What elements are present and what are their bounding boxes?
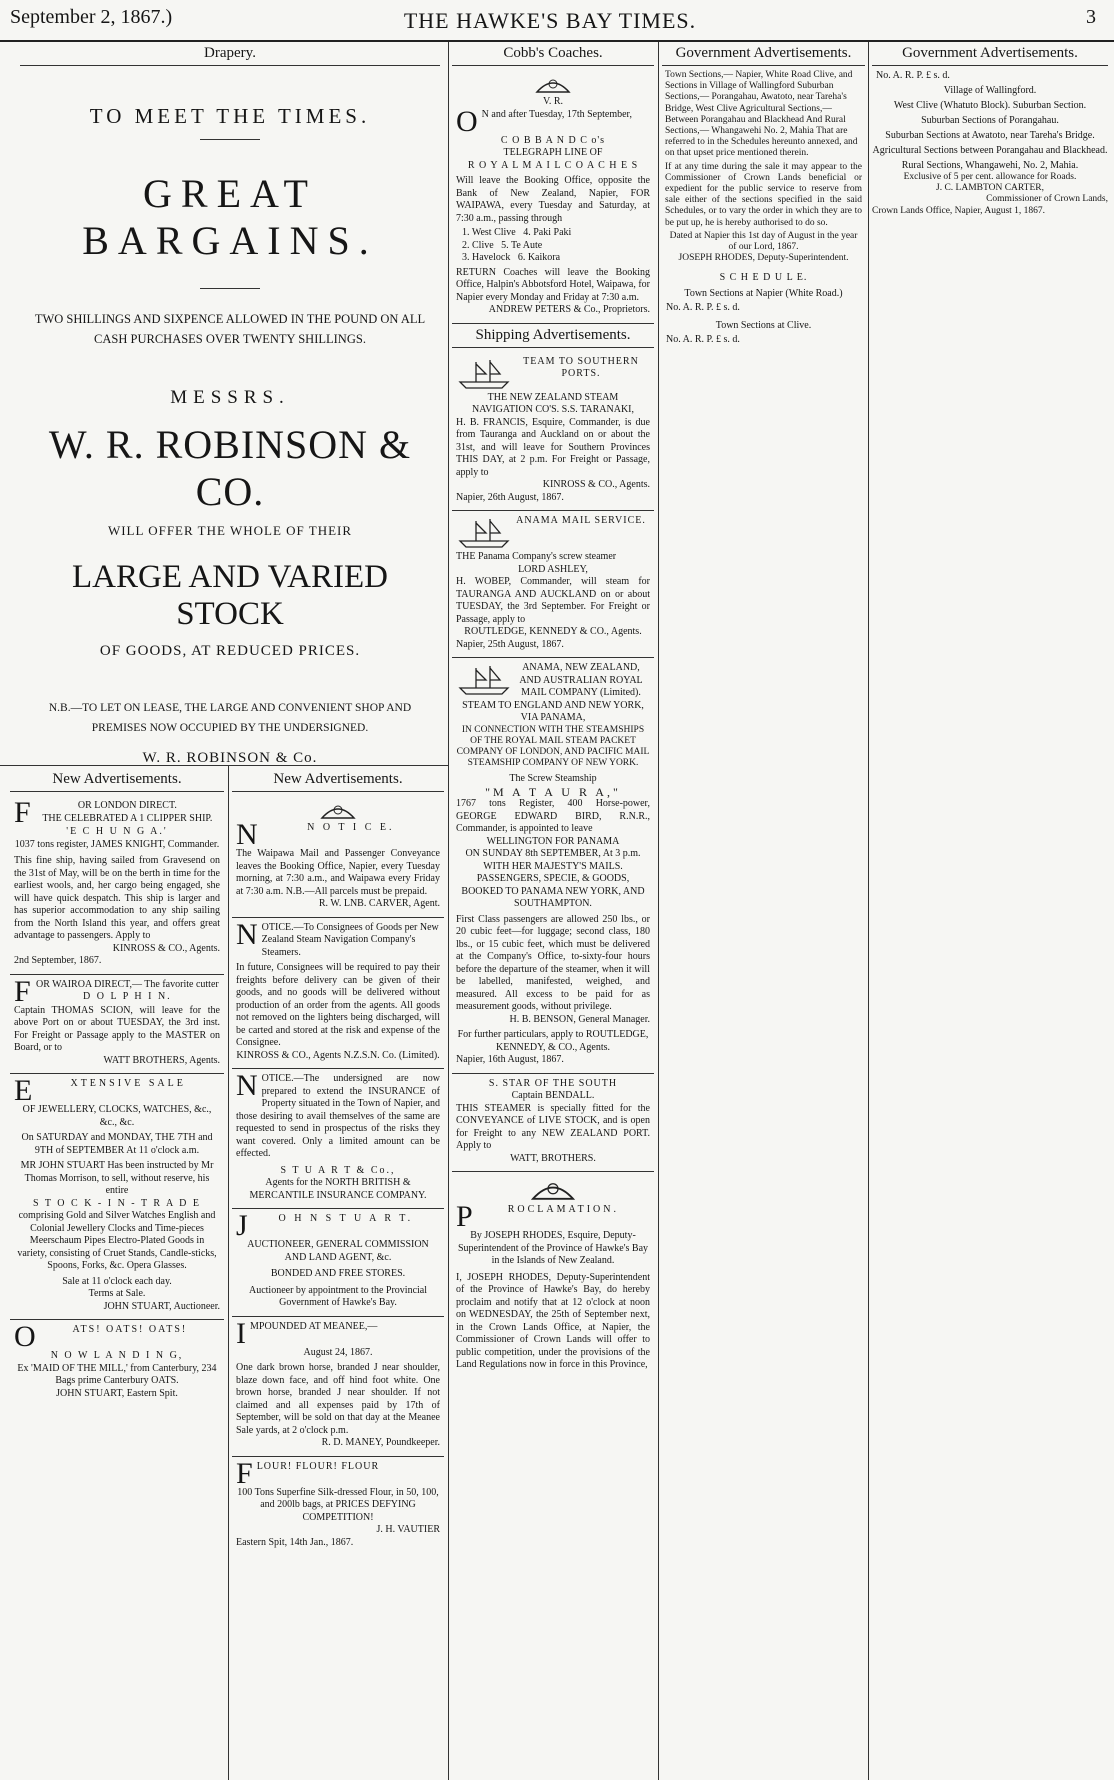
commissioner-title: Commissioner of Crown Lands, (986, 194, 1108, 205)
government-column-1 (662, 42, 865, 1778)
ad-title: ANAMA, NEW ZEALAND, AND AUSTRALIAN ROYAL MAIL COMPANY (Limited). (519, 662, 643, 698)
ad-consignees-notice (232, 918, 444, 1070)
crest-icon (528, 1176, 578, 1204)
ad-body: One dark brown horse, branded J near shoulder, blaze down face, and off hind foot white. One brown horse, branded J near shoulder. If not claimed and all expenses paid by 17th of September, will be sold on that day at the Meanee Sale yards, at 2 o'clock p.m. (236, 1362, 440, 1436)
destination: WELLINGTON FOR PANAMA (486, 835, 620, 847)
table-heading: West Clive (Whatuto Block). Suburban Section. (893, 100, 1087, 111)
ad-body: Captain THOMAS SCION, will leave for the above Port on or about TUESDAY, the 3rd inst. For Freight or Passage apply to the MASTER on Board, or to (14, 1004, 220, 1053)
ad-body: H. B. FRANCIS, Esquire, Commander, is due from Tauranga and Auckland on or about the 31st, and will leave for Southern Provinces THIS DAY, at 2 p.m. For Freight or Passage, apply to (456, 416, 650, 478)
ad-body: MR JOHN STUART Has been instructed by Mr Thomas Morrison, to sell, without reserve, his entire (20, 1160, 214, 1196)
table-heading: Rural Sections, Whangawehi, No. 2, Mahia. (901, 160, 1079, 171)
section-heading: Cobb's Coaches. (452, 42, 654, 66)
ad-signature: J. H. VAUTIER (376, 1524, 440, 1535)
ad-title: LOUR! FLOUR! FLOUR (256, 1460, 380, 1472)
schedule-heading: S C H E D U L E. (719, 272, 808, 284)
ad-signature: KINROSS & CO., Agents N.Z.S.N. Co. (Limited). (236, 1049, 440, 1061)
sale-terms: Terms at Sale. (88, 1288, 146, 1299)
ad-subtitle: AUCTIONEER, GENERAL COMMISSION AND LAND AGENT, &c. (247, 1239, 429, 1263)
stops-list: 1. West Clive 4. Paki Paki 2. Clive 5. Te Aute 3. Havelock 6. Kaikora (462, 227, 572, 263)
reduced-prices: OF GOODS, AT REDUCED PRICES. (99, 643, 361, 659)
offer-line: WILL OFFER THE WHOLE OF THEIR (107, 523, 353, 538)
drapery-column (20, 42, 440, 762)
government-column-2 (872, 42, 1108, 1778)
new-ads-right (232, 768, 444, 1778)
drop-cap: O (456, 104, 478, 138)
table-heading: Town Sections at Napier (White Road.) (684, 287, 843, 299)
ad-signature: JOHN STUART, Auctioneer. (103, 1300, 220, 1312)
headline-bargains: GREAT BARGAINS. (82, 171, 378, 263)
ad-jewellery-sale (10, 1074, 224, 1320)
captain-line: Captain BENDALL. (511, 1090, 595, 1102)
ship-name: "M A T A U R A," (485, 784, 621, 799)
ad-title: OTICE.—To Consignees of Goods per New Zealand Steam Navigation Company's Steamers. (261, 921, 439, 958)
ad-title: ROCLAMATION. (507, 1204, 619, 1216)
ad-agents: For further particulars, apply to ROUTLEDGE, KENNEDY, & CO., Agents. (457, 1029, 649, 1053)
ad-signature: WATT, BROTHERS. (510, 1152, 596, 1164)
ad-subtitle: The Screw Steamship (509, 773, 597, 785)
ad-body: In future, Consignees will be required to pay their freights before delivery can be given of their goods, and no goods will be delivered without production of an order from the agents. All goods not removed on the lighters being discharged, will be carted and stored at the risk and expense of the Consignee. (236, 962, 440, 1048)
ad-title: N and after Tuesday, 17th September, (481, 108, 632, 120)
page-header (0, 0, 1114, 42)
section-heading: New Advertisements. (232, 768, 444, 792)
gov-signature: JOSEPH RHODES, Deputy-Superintendent. (678, 253, 849, 264)
table-heading: Agricultural Sections between Porangahau and Blackhead. (872, 145, 1108, 156)
sale-date: On SATURDAY and MONDAY, THE 7TH and 9TH of SEPTEMBER At 11 o'clock a.m. (21, 1132, 213, 1156)
ad-subtitle: TELEGRAPH LINE OF (503, 147, 603, 158)
ad-subtitle: By JOSEPH RHODES, Esquire, Deputy-Superintendent of the Province of Hawke's Bay in the Islands of New Zealand. (457, 1230, 649, 1267)
new-ads-left (10, 768, 224, 1778)
ad-flour (232, 1457, 444, 1556)
stock-headline: LARGE AND VARIED STOCK (72, 559, 388, 632)
section-heading: Government Advertisements. (662, 42, 865, 66)
ad-signature: KINROSS & CO., Agents. (112, 942, 220, 954)
ad-body: RETURN Coaches will leave the Booking Office, Halpin's Abbotsford Hotel, Waipawa, for Napier every Monday and Friday at 7:30 a.m. (456, 266, 650, 303)
drop-cap: N (236, 1069, 258, 1102)
table-heading: Village of Wallingford. (943, 85, 1037, 96)
table-heading: Suburban Sections of Porangahau. (921, 115, 1059, 126)
ad-impounded (232, 1317, 444, 1457)
column-rule (228, 766, 229, 1780)
ship-name: D O L P H I N. (83, 991, 172, 1002)
ad-title: N O T I C E. (307, 822, 395, 833)
drop-cap: F (14, 796, 31, 829)
firm-name: W. R. ROBINSON & CO. (48, 422, 412, 514)
headline-times: TO MEET THE TIMES. (89, 104, 371, 128)
ad-title: XTENSIVE SALE (70, 1078, 186, 1089)
ad-signature: ANDREW PETERS & Co., Proprietors. (488, 304, 650, 315)
ad-body: The Waipawa Mail and Passenger Conveyance leaves the Booking Office, Napier, every Tuesday morning, at 7:30 a.m., and Waipawa every Friday at 7:30 a.m. N.B.—All parcels must be prepaid. (236, 848, 440, 897)
vr-mark: V. R. (542, 96, 564, 107)
proclamation (452, 1172, 654, 1378)
sale-time: Sale at 11 o'clock each day. (62, 1275, 172, 1287)
ship-icon (456, 662, 512, 698)
ad-title: TEAM TO SOUTHERN PORTS. (523, 355, 639, 379)
ad-title: ANAMA MAIL SERVICE. (516, 515, 646, 526)
company-name: C O B B A N D C o's (500, 134, 606, 146)
table-columns: No. A. R. P. £ s. d. (666, 301, 740, 313)
ad-london-ship (10, 796, 224, 975)
ad-subtitle: N O W L A N D I N G, (50, 1350, 184, 1361)
sailing-date: ON SUNDAY 8th SEPTEMBER, At 3 p.m. (465, 848, 641, 860)
ship-name: 'E C H U N G A.' (66, 826, 168, 837)
ad-subtitle: THE NEW ZEALAND STEAM NAVIGATION CO'S. S.S. TARANAKI, (471, 391, 635, 415)
ad-title: O H N S T U A R T. (278, 1213, 414, 1224)
ad-subtitle: THE Panama Company's screw steamer (456, 551, 617, 562)
ad-waipawa-mail (232, 796, 444, 918)
drop-cap: N (236, 818, 258, 851)
roads-note: Exclusive of 5 per cent. allowance for Roads. (903, 172, 1077, 182)
crown-lands-date: Crown Lands Office, Napier, August 1, 1867. (872, 205, 1046, 216)
booking-line: PASSENGERS, SPECIE, & GOODS, BOOKED TO PANAMA NEW YORK, AND SOUTHAMPTON. (461, 873, 645, 910)
ad-subtitle: THE CELEBRATED A 1 CLIPPER SHIP. (42, 812, 213, 824)
discount-notice: TWO SHILLINGS AND SIXPENCE ALLOWED IN THE POUND ON ALL CASH PURCHASES OVER TWENTY SHILLINGS. (34, 312, 426, 346)
newspaper-title: THE HAWKE'S BAY TIMES. (403, 8, 697, 33)
ship-icon (456, 356, 512, 392)
ad-subtitle: STEAM TO ENGLAND AND NEW YORK, VIA PANAMA, (462, 699, 644, 723)
ad-signature: JOHN STUART, Eastern Spit. (56, 1387, 178, 1399)
drop-cap: J (236, 1209, 248, 1242)
drop-cap: O (14, 1320, 36, 1353)
ad-matatura (452, 658, 654, 1074)
ad-signature: R. D. MANEY, Poundkeeper. (321, 1437, 440, 1448)
ad-date: Napier, 25th August, 1867. (456, 638, 564, 650)
ad-body: THIS STEAMER is specially fitted for the CONVEYANCE of LIVE STOCK, and is open for Freight to any NEW ZEALAND PORT. Apply to (456, 1102, 650, 1152)
ad-date: Napier, 16th August, 1867. (456, 1054, 564, 1066)
table-heading: Town Sections at Clive. (715, 319, 812, 331)
ad-signature: ROUTLEDGE, KENNEDY & CO., Agents. (464, 626, 642, 637)
ad-taranaki (452, 352, 654, 512)
ad-body: H. WOBEP, Commander, will steam for TAURANGA AND AUCKLAND on or about TUESDAY, the 3rd September. For Freight or Passage, apply to (456, 576, 650, 625)
ad-star-of-south (452, 1074, 654, 1173)
drop-cap: F (14, 974, 31, 1008)
ad-subtitle: R O Y A L M A I L C O A C H E S (467, 159, 639, 171)
ad-wairoa-cutter (10, 975, 224, 1075)
luggage-rules: First Class passengers are allowed 250 lbs., or 20 cubic feet—for luggage; second class, 180 lbs., or 15 cubic feet, which must be delivered at the Company's Office, to-sixty-four hours before the departure of the steamer, when it will be labelled, manifested, weighed, and measured. All excess to be paid for as measurement goods, without privilege. (456, 913, 650, 1013)
gov-dated: Dated at Napier this 1st day of August in the year of our Lord, 1867. (669, 230, 858, 253)
section-heading: Shipping Advertisements. (452, 324, 654, 348)
ad-signature: H. B. BENSON, General Manager. (509, 1013, 650, 1025)
messrs-line: MESSRS. (170, 387, 290, 408)
ad-title: MPOUNDED AT MEANEE,— (250, 1320, 378, 1332)
drop-cap: E (14, 1074, 33, 1107)
ad-subtitle: OF JEWELLERY, CLOCKS, WATCHES, &c., &c., &c. (22, 1104, 212, 1128)
ship-icon (456, 515, 512, 551)
ad-signature: S T U A R T & Co., (280, 1164, 396, 1176)
shipping-column (452, 42, 654, 1778)
firm-signature: W. R. ROBINSON & Co. (142, 750, 318, 762)
ad-title: OR LONDON DIRECT. (77, 800, 177, 811)
crest-icon (318, 800, 358, 822)
ship-name: LORD ASHLEY, (518, 563, 588, 575)
ad-body: Auctioneer by appointment to the Provincial Government of Hawke's Bay. (248, 1284, 427, 1308)
stores-line: BONDED AND FREE STORES. (270, 1268, 406, 1279)
divider (200, 139, 260, 140)
ad-signature: KINROSS & CO., Agents. (542, 479, 650, 490)
column-rule (448, 42, 449, 1780)
drop-cap: N (236, 917, 258, 951)
crest-icon (533, 74, 573, 96)
stock-heading: S T O C K - I N - T R A D E (33, 1197, 201, 1209)
ad-body: OTICE.—The undersigned are now prepared to extend the INSURANCE of Property situated in the Town of Napier, and those desiring to avail themselves of the same are requested to send in prospectus of the risks they want covered. Only a limited amount can be effected. (236, 1073, 440, 1159)
ad-title: ATS! OATS! OATS! (72, 1324, 188, 1335)
ship-register: 1037 tons register, JAMES KNIGHT, Commander. (14, 838, 220, 850)
ad-title: S. STAR OF THE SOUTH (488, 1077, 618, 1089)
page-number: 3 (1086, 6, 1096, 28)
ad-date: Eastern Spit, 14th Jan., 1867. (236, 1536, 354, 1548)
gov-intro: Town Sections,— Napier, White Road Clive, and Sections in Village of Wallingford Suburban Sections,— Porangahau, Awatoto, near Tareha's Bridge, West Clive Agricultural Sections,— Between Porangahau and Blackhead And Rural Sections,— Whangawehi No. 2, Mahia That are referred to in the Schedules hereunto annexed, and on that upset price mentioned therein. (665, 70, 858, 159)
royal-crest (236, 800, 440, 822)
divider (200, 288, 260, 289)
section-rule (0, 765, 448, 766)
table-columns: No. A. R. P. £ s. d. (666, 333, 740, 345)
ad-date: August 24, 1867. (303, 1346, 373, 1358)
drop-cap: I (236, 1316, 246, 1350)
royal-crest (456, 1176, 650, 1204)
ad-oats (10, 1320, 224, 1406)
ad-body: This fine ship, having sailed from Gravesend on the 31st of May, will be on the berth in time for the earliest wools, and, her cargo being engaged, she will have quick despatch. This ship is larger and has superior accommodation to any ship sailing from the North Island this year, and offers great advantage to passengers. Apply to (14, 855, 220, 941)
ad-signature: R. W. LNB. CARVER, Agent. (318, 898, 440, 909)
ad-body: Will leave the Booking Office, opposite the Bank of New Zealand, Napier, FOR WAIPAWA, every Tuesday and Saturday, at 7:30 a.m., passing through (456, 175, 650, 224)
mails-line: WITH HER MAJESTY'S MAILS. (483, 860, 623, 872)
ad-insurance-notice (232, 1069, 444, 1209)
item-list: comprising Gold and Silver Watches English and Colonial Jewellery Clocks and Time-pieces Meerschaum Pipes Electro-Plated Goods in variety, consisting of Cruet Stands, Candle-sticks, Spoons, Forks, &c. Opera Glasses. (17, 1210, 217, 1271)
ad-date: Napier, 26th August, 1867. (456, 491, 564, 503)
drop-cap: F (236, 1456, 253, 1490)
ad-agency: Agents for the NORTH BRITISH & MERCANTILE INSURANCE COMPANY. (249, 1177, 427, 1201)
ad-lord-ashley (452, 511, 654, 658)
commissioner-name: J. C. LAMBTON CARTER, (936, 183, 1044, 194)
ad-body: 100 Tons Superfine Silk-dressed Flour, in 50, 100, and 200lb bags, at PRICES DEFYING COMPETITION! (237, 1486, 439, 1523)
ad-title: OR WAIROA DIRECT,— The favorite cutter (35, 978, 219, 990)
ad-signature: WATT BROTHERS, Agents. (103, 1054, 220, 1066)
ad-cobb-coaches (452, 70, 654, 324)
ad-body: Ex 'MAID OF THE MILL,' from Canterbury, 234 Bags prime Canterbury OATS. (17, 1362, 217, 1386)
section-heading: Drapery. (20, 42, 440, 66)
ad-john-stuart (232, 1209, 444, 1317)
ad-body: 1767 tons Register, 400 Horse-power, GEORGE EDWARD BIRD, R.N.R., Commander, is appointed to leave (456, 798, 650, 835)
table-heading: Suburban Sections at Awatoto, near Tareha's Bridge. (885, 130, 1095, 141)
section-heading: New Advertisements. (10, 768, 224, 792)
ad-body: I, JOSEPH RHODES, Deputy-Superintendent of the Province of Hawke's Bay, do hereby proclaim and notify that at 12 o'clock at noon on WEDNESDAY, the 25th of September next, in the Crown Lands Office, at Napier, the Commissioner of Crown Lands will offer to public competition, under the provisions of the Land Regulations now in force in this Province, (456, 1271, 650, 1371)
column-rule (658, 42, 659, 1780)
table-columns: No. A. R. P. £ s. d. (876, 70, 950, 81)
issue-date: September 2, 1867.) (10, 6, 173, 28)
column-rule (868, 42, 869, 1780)
connection-note: IN CONNECTION WITH THE STEAMSHIPS OF THE ROYAL MAIL STEAM PACKET COMPANY OF LONDON, AND PACIFIC MAIL STEAMSHIP COMPANY OF NEW YORK. (456, 724, 650, 769)
gov-intro-2: If at any time during the sale it may appear to the Commissioner of Crown Lands beneficial or expedient for the public service to reserve from sale either of the sections specified in the said Schedules, or to vary the order in which they are to be put up, he is hereby authorised to do so. (665, 161, 862, 228)
drop-cap: P (456, 1200, 473, 1234)
ad-date: 2nd September, 1867. (14, 955, 102, 966)
royal-crest (456, 74, 650, 96)
section-heading: Government Advertisements. (872, 42, 1108, 66)
lease-notice: N.B.—TO LET ON LEASE, THE LARGE AND CONVENIENT SHOP AND PREMISES NOW OCCUPIED BY THE UNDERSIGNED. (48, 702, 412, 734)
